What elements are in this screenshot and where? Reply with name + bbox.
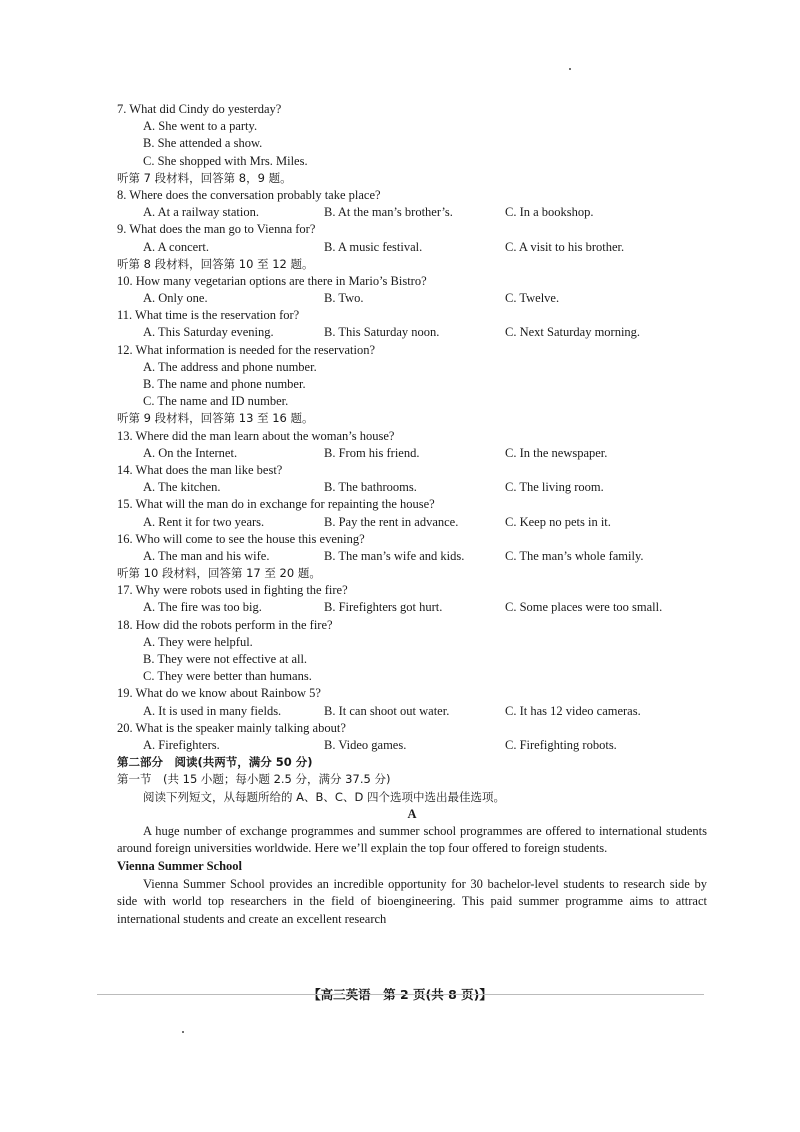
scan-speck <box>569 68 571 70</box>
option-14b: B. The bathrooms. <box>324 480 417 495</box>
section-7-heading: 听第 7 段材料，回答第 8，9 题。 <box>117 170 292 185</box>
question-12: 12. What information is needed for the reservation? <box>117 342 376 357</box>
options-19 <box>117 703 707 720</box>
option-12b: B. The name and phone number. <box>143 377 306 391</box>
option-14a: A. The kitchen. <box>143 480 221 495</box>
question-7: 7. What did Cindy do yesterday? <box>117 102 282 116</box>
question-15: 15. What will the man do in exchange for repainting the house? <box>117 497 435 512</box>
options-13 <box>117 445 707 462</box>
options-9 <box>117 239 707 256</box>
option-20a: A. Firefighters. <box>143 737 220 752</box>
option-10a: A. Only one. <box>143 291 208 306</box>
question-10: 10. How many vegetarian options are there in Mario’s Bistro? <box>117 273 427 288</box>
option-18c: C. They were better than humans. <box>143 669 312 684</box>
options-15 <box>117 514 707 531</box>
section-9-heading: 听第 9 段材料，回答第 13 至 16 题。 <box>117 411 314 426</box>
option-18b: B. They were not effective at all. <box>143 652 308 666</box>
option-11c: C. Next Saturday morning. <box>505 325 641 340</box>
option-8b: B. At the man’s brother’s. <box>324 205 453 220</box>
option-13b: B. From his friend. <box>324 445 420 460</box>
option-10c: C. Twelve. <box>505 291 560 306</box>
option-12c: C. The name and ID number. <box>143 394 289 409</box>
question-18: 18. How did the robots perform in the fire? <box>117 617 333 632</box>
options-20 <box>117 737 707 754</box>
passage-paragraph-2: Vienna Summer School provides an incredible opportunity for 30 bachelor-level students to research side by side with world top researchers in the field of bioengineering. This paid summer programme aims to attract international students and create an excellent research <box>117 876 707 926</box>
option-7c: C. She shopped with Mrs. Miles. <box>143 153 308 168</box>
option-14c: C. The living room. <box>505 480 604 495</box>
scan-speck <box>182 1031 184 1033</box>
option-8a: A. At a railway station. <box>143 205 259 220</box>
options-14 <box>117 479 707 496</box>
option-20b: B. Video games. <box>324 737 407 752</box>
option-11a: A. This Saturday evening. <box>143 325 274 340</box>
option-9a: A. A concert. <box>143 239 209 254</box>
section-1-heading: 第一节 (共 15 小题；每小题 2.5 分，满分 37.5 分) <box>117 772 391 787</box>
question-8: 8. Where does the conversation probably take place? <box>117 187 381 202</box>
option-17b: B. Firefighters got hurt. <box>324 600 443 615</box>
passage-paragraph-1: A huge number of exchange programmes and summer school programmes are offered to international students around foreign universities worldwide. Here we’ll explain the top four offered to foreign students. <box>117 823 707 856</box>
option-13a: A. On the Internet. <box>143 445 238 460</box>
option-17a: A. The fire was too big. <box>143 600 262 615</box>
option-17c: C. Some places were too small. <box>505 600 663 615</box>
question-9: 9. What does the man go to Vienna for? <box>117 222 316 237</box>
options-8 <box>117 204 707 221</box>
options-17 <box>117 599 707 616</box>
option-16a: A. The man and his wife. <box>143 548 270 563</box>
options-16 <box>117 548 707 565</box>
option-19b: B. It can shoot out water. <box>324 703 450 718</box>
option-13c: C. In the newspaper. <box>505 445 608 460</box>
question-17: 17. Why were robots used in fighting the fire? <box>117 583 348 598</box>
options-10 <box>117 290 707 307</box>
question-20: 20. What is the speaker mainly talking about? <box>117 720 346 735</box>
page-content <box>117 101 707 928</box>
options-11 <box>117 324 707 341</box>
passage-label: A <box>407 806 417 821</box>
part-2-heading: 第二部分 阅读(共两节，满分 50 分) <box>117 755 313 770</box>
option-15b: B. Pay the rent in advance. <box>324 514 459 529</box>
option-16b: B. The man’s wife and kids. <box>324 548 465 563</box>
section-10-heading: 听第 10 段材料，回答第 17 至 20 题。 <box>117 566 321 581</box>
option-16c: C. The man’s whole family. <box>505 548 644 563</box>
section-8-heading: 听第 8 段材料，回答第 10 至 12 题。 <box>117 256 314 271</box>
option-20c: C. Firefighting robots. <box>505 737 617 752</box>
option-7a: A. She went to a party. <box>143 119 258 134</box>
reading-instruction: 阅读下列短文，从每题所给的 A、B、C、D 四个选项中选出最佳选项。 <box>143 789 505 804</box>
question-19: 19. What do we know about Rainbow 5? <box>117 686 321 701</box>
question-14: 14. What does the man like best? <box>117 462 283 477</box>
option-9b: B. A music festival. <box>324 239 423 254</box>
question-13: 13. Where did the man learn about the woman’s house? <box>117 428 395 443</box>
option-8c: C. In a bookshop. <box>505 205 594 220</box>
option-10b: B. Two. <box>324 291 364 306</box>
option-12a: A. The address and phone number. <box>143 359 317 374</box>
passage-subheading: Vienna Summer School <box>117 859 243 874</box>
footer-rule <box>97 994 704 995</box>
option-15c: C. Keep no pets in it. <box>505 514 611 529</box>
option-18a: A. They were helpful. <box>143 634 253 649</box>
option-19c: C. It has 12 video cameras. <box>505 703 641 718</box>
option-9c: C. A visit to his brother. <box>505 239 625 254</box>
option-11b: B. This Saturday noon. <box>324 325 440 340</box>
question-11: 11. What time is the reservation for? <box>117 308 300 323</box>
option-15a: A. Rent it for two years. <box>143 514 265 529</box>
option-7b: B. She attended a show. <box>143 136 263 151</box>
question-16: 16. Who will come to see the house this evening? <box>117 531 365 546</box>
option-19a: A. It is used in many fields. <box>143 703 282 718</box>
page-footer: 【高三英语 第 2 页(共 8 页)】 <box>308 987 492 1002</box>
